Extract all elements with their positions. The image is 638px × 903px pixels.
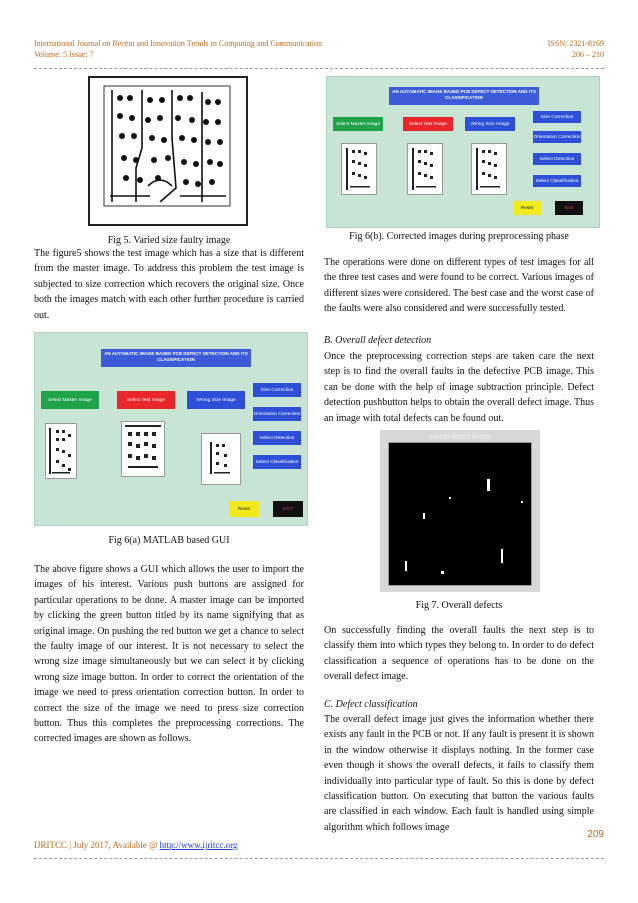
overall-defect-image (388, 442, 532, 586)
footer-text: IJRITCC | July 2017, Available @ (34, 840, 160, 850)
test-image-preview (121, 421, 165, 477)
fig6a-caption: Fig 6(a) MATLAB based GUI (108, 535, 230, 546)
fig6a-matlab-gui (34, 332, 308, 526)
section-b-heading: B. Overall defect detection (324, 335, 432, 346)
page-number: 209 (587, 829, 604, 840)
fig5-caption: Fig 5. Varied size faulty image (107, 235, 231, 246)
corrected-test-preview (407, 143, 443, 195)
select-test-image-button[interactable]: Select Test Image (117, 391, 175, 409)
left-paragraph-1: The figure5 shows the test image which has a size that is different from the master image. To address this problem the test image is subjected to size correction which recovers the original size. Once both the images match with each other further procedure is carried out. (34, 248, 304, 321)
right-paragraph-2: Once the preprocessing correction steps are taken care the next step is to find the overall faults in the defective PCB image. This can be done with the help of image subtraction principle. Defect detection pushbutton helps to obtain the overall defect image. Thus an image with total defects can be found out. (324, 351, 594, 424)
gui-b-exit-button[interactable]: Exit (555, 201, 583, 215)
select-detection-button[interactable]: Select Detection (253, 431, 301, 445)
header-rule (34, 68, 604, 69)
left-paragraph-2: The above figure shows a GUI which allows the user to import the images of his interest. Various push buttons are assigned for particular operations to be done. A master image can be imported by clicking the green button titled by its name signifying that as original image. On pushing the red button we get a chance to select the faulty image of our interest. It is not necessary to select the wrong size image simultaneously but we can select it by clicking wrong size image button. In order to correct the orientation of the image we need to press orientation correction button. In order to correct the size of the image we need to press size correction button. Thus this completes the preprocessing corrections. The corrected images are shown as follows. (34, 564, 304, 745)
gui-title: AN AUTOMATIC IMAGE BASED PCB DEFECT DETECTION AND ITS CLASSIFICATION (101, 349, 251, 367)
gui-b-orientation-correction-button[interactable]: Orientation Correction (533, 131, 581, 143)
wrong-size-image-button[interactable]: Wrong Size Image (187, 391, 245, 409)
select-classification-button[interactable]: Select Classification (253, 455, 301, 469)
defect-spots-graphic (389, 443, 531, 585)
pcb-pattern-graphic (90, 78, 246, 224)
page-footer (34, 840, 237, 850)
gui-b-wrong-size-image-button[interactable]: Wiring Size Image (465, 117, 515, 131)
right-paragraph-4: The overall defect image just gives the information whether there exists any fault in the PCB or not. If any fault is present it is shown in the window otherwise it displays nothing. In the former case even though it shows the overall defects, it fails to classify them individually into particular type of fault. So this is done by defect classification button. On executing that button the various faults are classified in each window. Each fault is handled using simple algorithm which follows image (324, 714, 594, 833)
right-paragraph-3: On successfully finding the overall faults the next step is to classify them into which types they belong to. In order to do defect classification a sequence of operations has to be done on the overall defect image. (324, 625, 594, 683)
corrected-wrong-size-preview (471, 143, 507, 195)
size-correction-button[interactable]: Size Correction (253, 383, 301, 397)
footer-rule (34, 858, 604, 859)
journal-issn: ISSN: 2321-8169 (547, 39, 604, 48)
journal-header-right (548, 38, 604, 60)
select-master-image-button[interactable]: Select Master Image (41, 391, 99, 409)
wrong-size-image-preview (201, 433, 241, 485)
exit-button[interactable]: EXIT (273, 501, 303, 517)
gui-b-title: AN AUTOMATIC IMAGE BASED PCB DEFECT DETECTION AND ITS CLASSIFICATION (389, 87, 539, 105)
gui-b-reset-button[interactable]: Reset (513, 201, 541, 215)
gui-b-select-classification-button[interactable]: Select Classification (533, 175, 581, 187)
journal-volume: Volume: 5 Issue: 7 (34, 50, 94, 59)
journal-title: International Journal on Recent and Innovation Trends in Computing and Communication (34, 39, 322, 48)
defect-image-title: overall defect image (428, 434, 492, 441)
master-image-preview (45, 423, 77, 479)
gui-b-select-detection-button[interactable]: Select Detection (533, 153, 581, 165)
gui-b-select-test-image-button[interactable]: Select Test Image (403, 117, 453, 131)
section-c-heading: C. Defect classification (324, 699, 418, 710)
reset-button[interactable]: Reset (229, 501, 259, 517)
fig7-caption: Fig 7. Overall defects (415, 600, 503, 611)
gui-b-size-correction-button[interactable]: Size Correction (533, 111, 581, 123)
fig7-defect-window (380, 430, 540, 592)
orientation-correction-button[interactable]: Orientation Correction (253, 407, 301, 421)
fig6b-corrected-gui (326, 76, 600, 228)
corrected-master-preview (341, 143, 377, 195)
fig5-pcb-image (88, 76, 248, 226)
gui-b-select-master-image-button[interactable]: Select Master Image (333, 117, 383, 131)
right-paragraph-1: The operations were done on different types of test images for all the three test cases and were found to be correct. Various images of different sizes were considered. The best case and the worst case of the faults were also considered and were successfully tested. (324, 257, 594, 315)
journal-header-left (34, 38, 322, 60)
fig6b-caption: Fig 6(b). Corrected images during preprocessing phase (349, 231, 569, 242)
journal-pages: 206 – 210 (572, 50, 604, 59)
journal-url-link[interactable]: http://www.ijritcc.org (159, 840, 238, 850)
